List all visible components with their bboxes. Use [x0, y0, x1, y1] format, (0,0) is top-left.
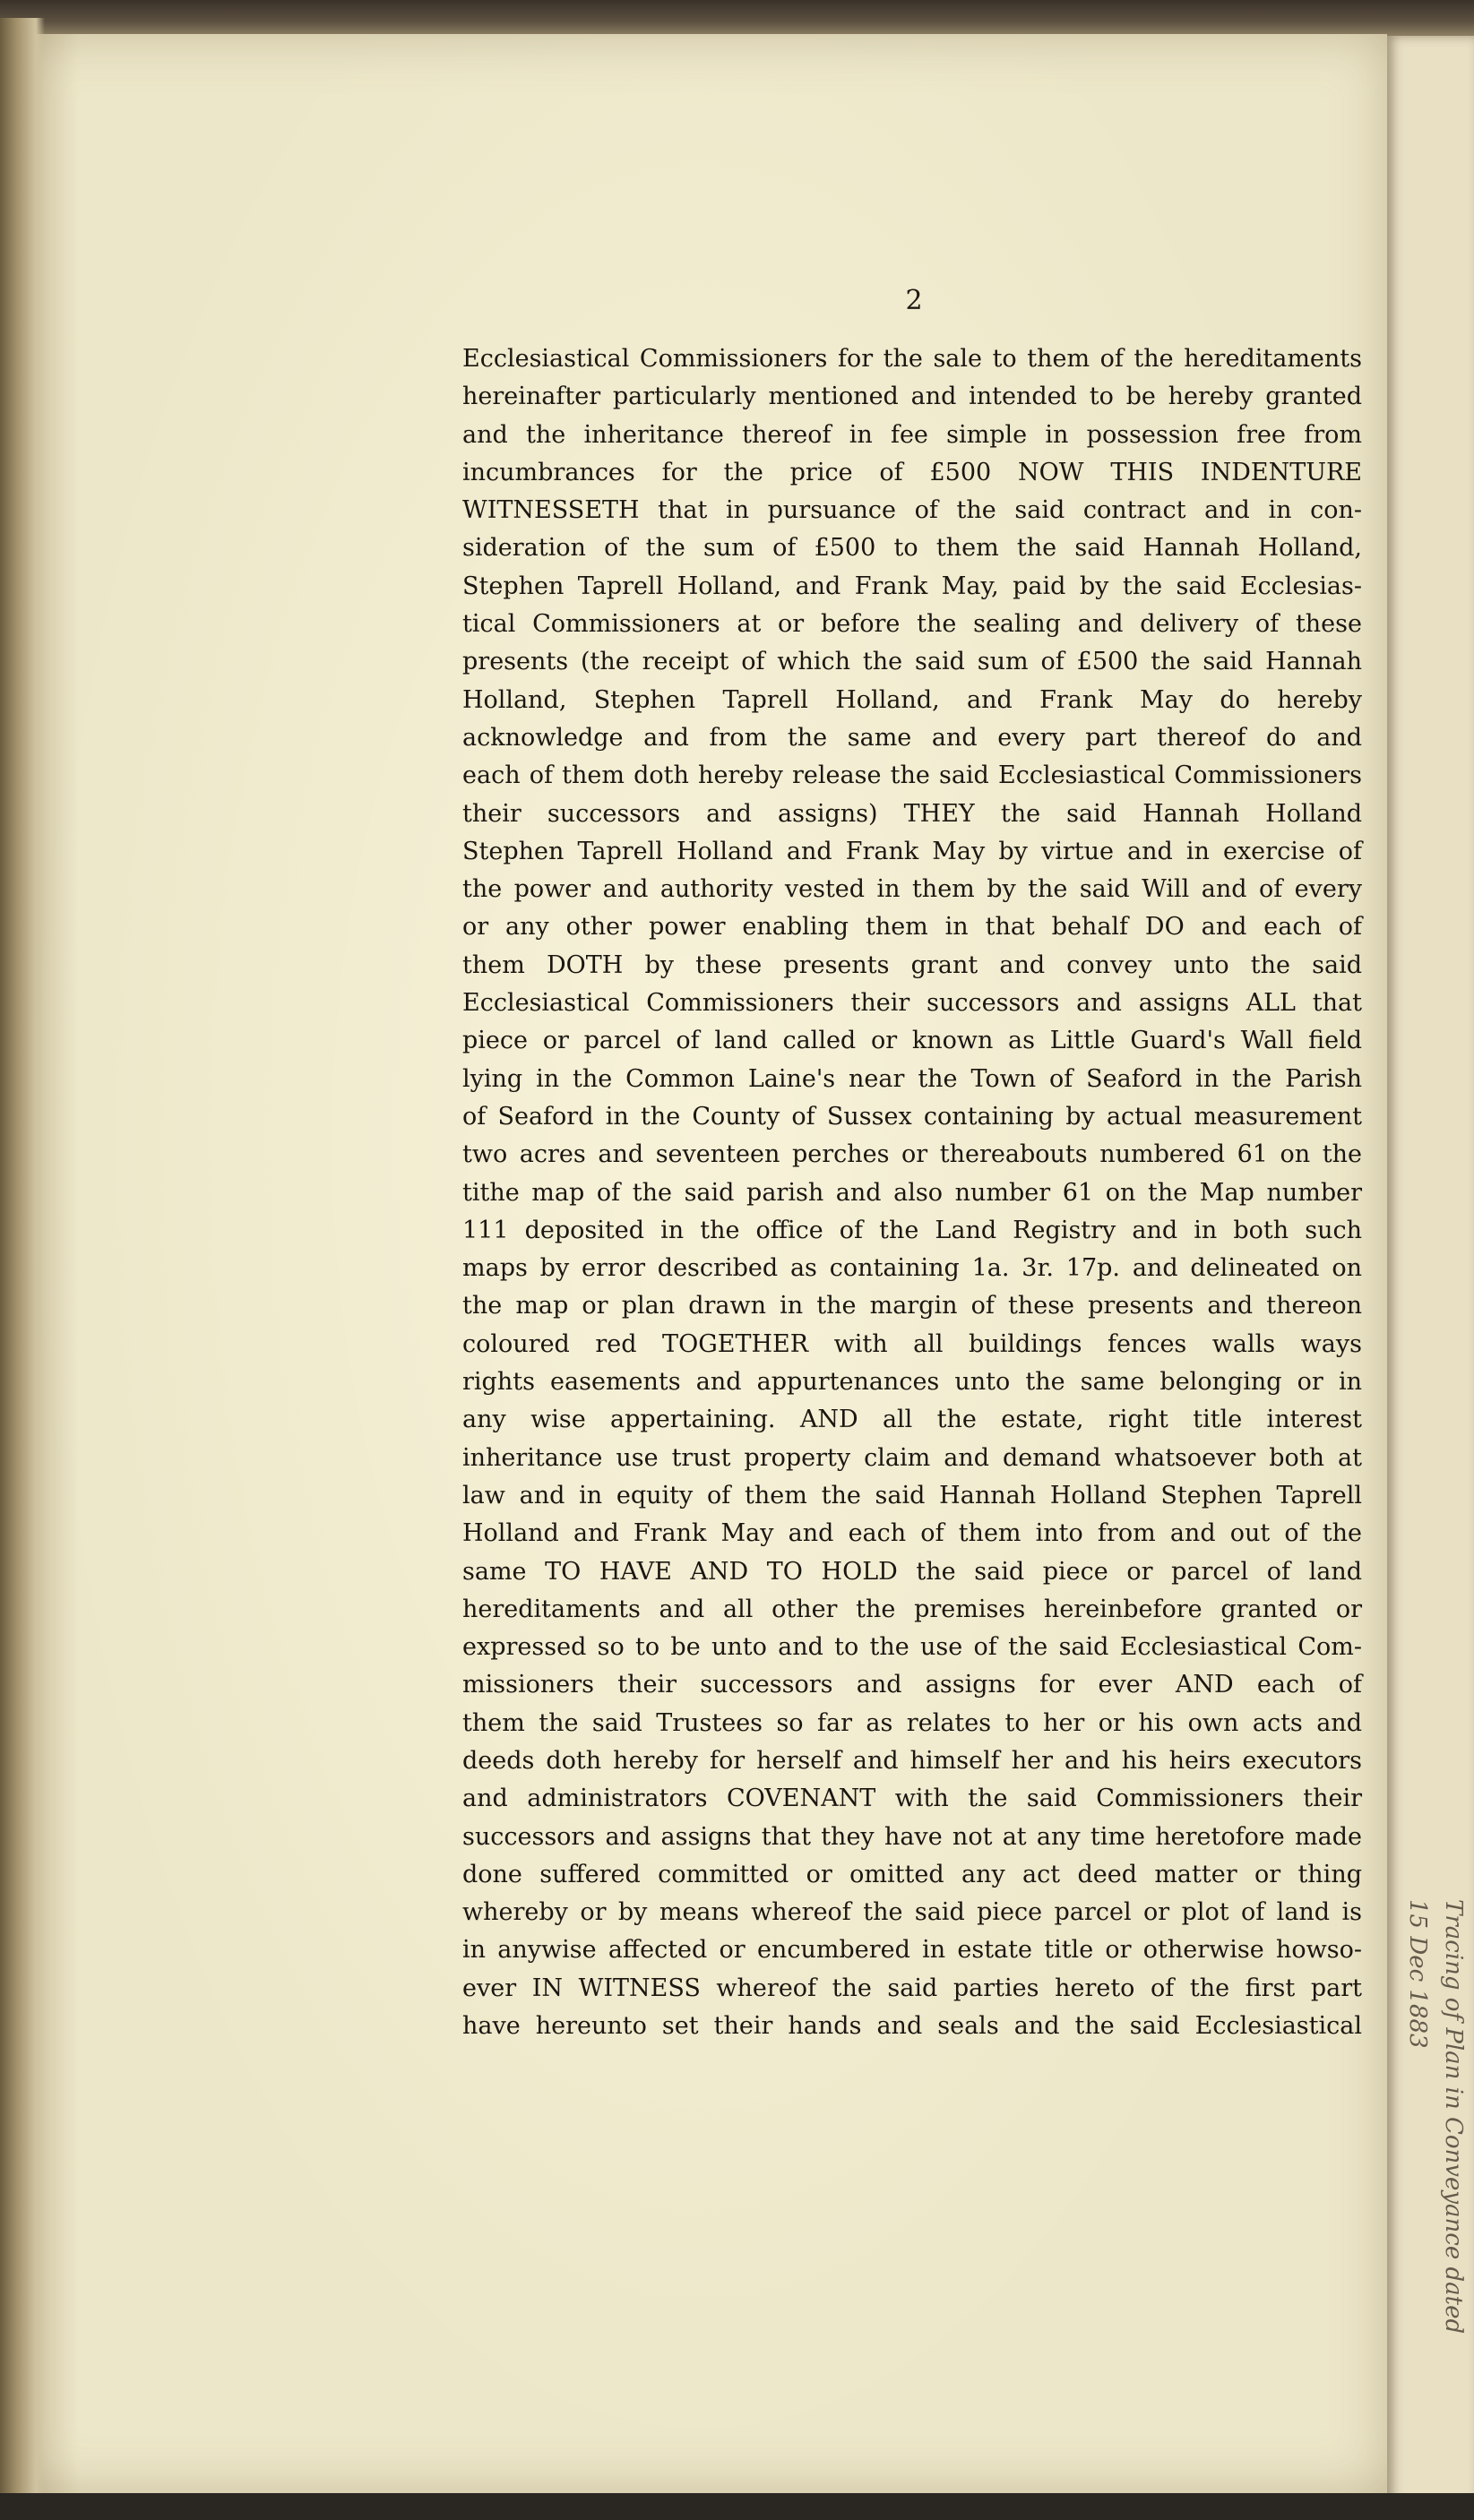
- text-line: presents (the receipt of which the said sum of £500 the said Hannah: [462, 648, 1362, 676]
- text-line: any wise appertaining. AND all the estate, right title interest: [462, 1406, 1362, 1434]
- text-line: rights easements and appurtenances unto the same belonging or in: [462, 1368, 1362, 1397]
- book-binding-bottom: [0, 2493, 1474, 2520]
- text-line: their successors and assigns) THEY the said Hannah Holland: [462, 799, 1362, 828]
- text-line: coloured red TOGETHER with all buildings fences walls ways: [462, 1329, 1362, 1358]
- text-line: the power and authority vested in them by the said Will and of every: [462, 875, 1362, 904]
- text-line: 111 deposited in the office of the Land Registry and in both such: [462, 1216, 1362, 1244]
- text-line: each of them doth hereby release the said Ecclesiastical Commissioners: [462, 761, 1362, 790]
- text-line: sideration of the sum of £500 to them the said Hannah Holland,: [462, 534, 1362, 563]
- text-line: Stephen Taprell Holland, and Frank May, paid by the said Ecclesias-: [462, 572, 1362, 600]
- book-binding-top: [0, 0, 1474, 36]
- text-line: WITNESSETH that in pursuance of the said contract and in con-: [462, 496, 1362, 525]
- text-line: Ecclesiastical Commissioners for the sale to them of the hereditaments: [462, 345, 1362, 373]
- text-line: same TO HAVE AND TO HOLD the said piece or parcel of land: [462, 1557, 1362, 1586]
- text-line: or any other power enabling them in that behalf DO and each of: [462, 913, 1362, 942]
- indenture-body-text: [462, 340, 1362, 2045]
- text-line: law and in equity of them the said Hannah Holland Stephen Taprell: [462, 1481, 1362, 1509]
- text-line: Ecclesiastical Commissioners their successors and assigns ALL that: [462, 989, 1362, 1018]
- text-line: deeds doth hereby for herself and himself her and his heirs executors: [462, 1746, 1362, 1775]
- text-line: whereby or by means whereof the said piece parcel or plot of land is: [462, 1898, 1362, 1927]
- text-line: expressed so to be unto and to the use of the said Ecclesiastical Com-: [462, 1633, 1362, 1662]
- text-line: hereinafter particularly mentioned and intended to be hereby granted: [462, 383, 1362, 411]
- text-line: hereditaments and all other the premises hereinbefore granted or: [462, 1595, 1362, 1623]
- text-line: and administrators COVENANT with the said Commissioners their: [462, 1785, 1362, 1813]
- text-line: tical Commissioners at or before the sealing and delivery of these: [462, 610, 1362, 639]
- text-line: maps by error described as containing 1a. 3r. 17p. and delineated on: [462, 1254, 1362, 1283]
- text-line: piece or parcel of land called or known as Little Guard's Wall field: [462, 1027, 1362, 1055]
- text-line: ever IN WITNESS whereof the said parties hereto of the first part: [462, 1974, 1362, 2002]
- text-line: Stephen Taprell Holland and Frank May by virtue and in exercise of: [462, 837, 1362, 865]
- text-line: them the said Trustees so far as relates to her or his own acts and: [462, 1708, 1362, 1737]
- text-line: lying in the Common Laine's near the Town of Seaford in the Parish: [462, 1064, 1362, 1093]
- text-line: inheritance use trust property claim and demand whatsoever both at: [462, 1443, 1362, 1472]
- text-line: missioners their successors and assigns for ever AND each of: [462, 1671, 1362, 1699]
- text-line: them DOTH by these presents grant and convey unto the said: [462, 950, 1362, 979]
- text-line: done suffered committed or omitted any act deed matter or thing: [462, 1860, 1362, 1888]
- text-line: incumbrances for the price of £500 NOW THIS INDENTURE: [462, 458, 1362, 486]
- text-line: acknowledge and from the same and every part thereof do and: [462, 723, 1362, 752]
- text-line: tithe map of the said parish and also number 61 on the Map number: [462, 1178, 1362, 1207]
- margin-handwritten-note: Tracing of Plan in Conveyance dated 15 Dec 1883: [1404, 1899, 1467, 2335]
- text-line: Holland and Frank May and each of them into from and out of the: [462, 1519, 1362, 1548]
- text-line: successors and assigns that they have not at any time heretofore made: [462, 1822, 1362, 1851]
- text-line: the map or plan drawn in the margin of these presents and thereon: [462, 1292, 1362, 1320]
- text-line: and the inheritance thereof in fee simple in possession free from: [462, 420, 1362, 449]
- text-line: of Seaford in the County of Sussex containing by actual measurement: [462, 1102, 1362, 1131]
- page-edge-left: [0, 18, 45, 2520]
- text-line: two acres and seventeen perches or thereabouts numbered 61 on the: [462, 1140, 1362, 1169]
- text-line: Holland, Stephen Taprell Holland, and Frank May do hereby: [462, 685, 1362, 714]
- text-line: have hereunto set their hands and seals and the said Ecclesiastical: [462, 2012, 1362, 2041]
- text-line: in anywise affected or encumbered in estate title or otherwise howso-: [462, 1936, 1362, 1965]
- page-number: 2: [905, 285, 923, 316]
